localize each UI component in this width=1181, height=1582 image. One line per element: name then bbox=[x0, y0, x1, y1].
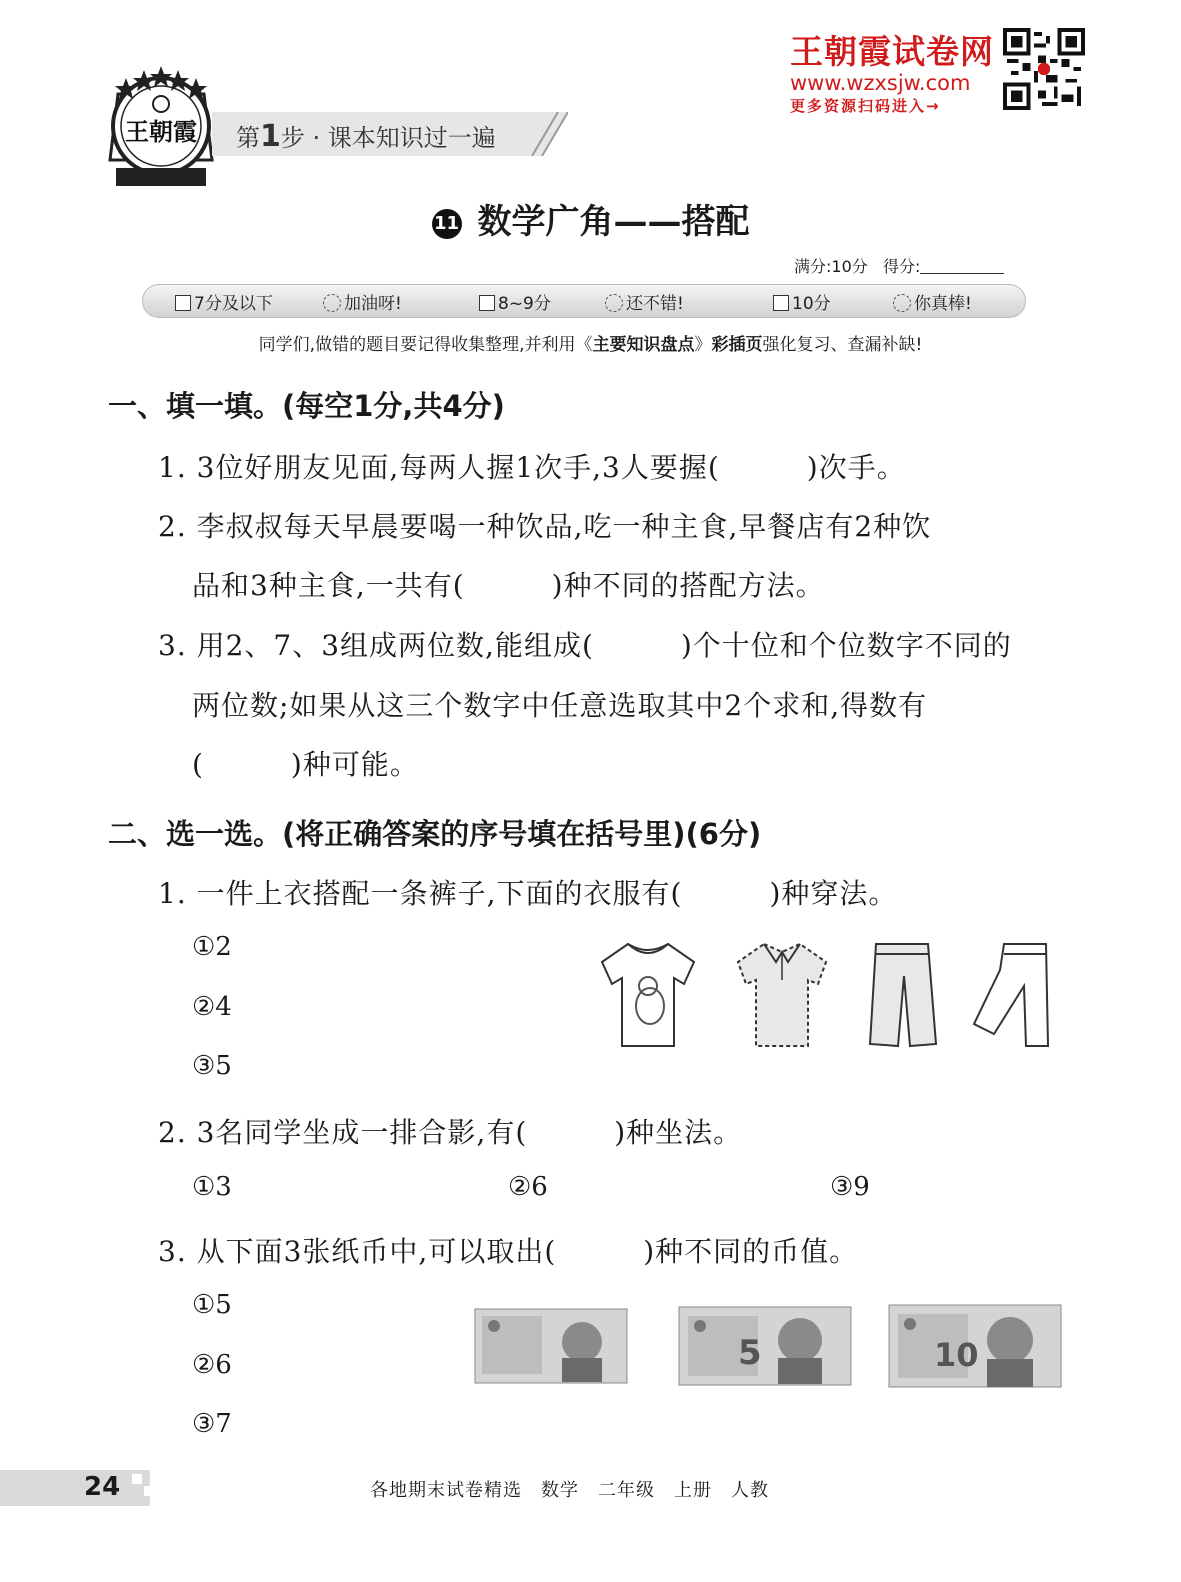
rating-comment: 你真棒! bbox=[893, 289, 972, 314]
title-text: 数学广角——搭配 bbox=[477, 202, 750, 242]
s1-question-1: 1. 3位好朋友见面,每两人握1次手,3人要握( )次手。 bbox=[158, 451, 906, 484]
study-tip: 同学们,做错的题目要记得收集整理,并利用《主要知识盘点》彩插页强化复习、查漏补缺! bbox=[258, 335, 923, 355]
s1-question-2-line1: 2. 李叔叔每天早晨要喝一种饮品,吃一种主食,早餐店有2种饮 bbox=[158, 510, 932, 543]
footer-text: 各地期末试卷精选 数学 二年级 上册 人教 bbox=[370, 1480, 769, 1501]
checkbox[interactable] bbox=[175, 295, 191, 311]
s2-q3-option-2[interactable]: ②6 bbox=[192, 1350, 232, 1380]
page-number: 24 bbox=[84, 1472, 121, 1502]
s1-question-3-line2: 两位数;如果从这三个数字中任意选取其中2个求和,得数有 bbox=[192, 689, 928, 722]
brand-name: 王朝霞试卷网 bbox=[790, 32, 994, 71]
rating-item: 7分及以下 bbox=[175, 289, 273, 314]
rating-item: 10分 bbox=[773, 289, 831, 314]
s2-q3-option-3[interactable]: ③7 bbox=[192, 1409, 232, 1439]
s2-q1-option-3[interactable]: ③5 bbox=[192, 1051, 232, 1081]
brand-scan-text: 更多资源扫码进入→ bbox=[790, 97, 941, 115]
brand-block bbox=[790, 26, 994, 116]
jeans-image bbox=[968, 940, 1052, 1052]
publisher-logo bbox=[104, 64, 218, 192]
banknote-10-yuan-image bbox=[888, 1304, 1062, 1388]
score-line bbox=[794, 254, 1004, 277]
s2-q1-option-1[interactable]: ①2 bbox=[192, 932, 232, 962]
s2-question-3: 3. 从下面3张纸币中,可以取出( )种不同的币值。 bbox=[158, 1235, 859, 1268]
s2-question-2: 2. 3名同学坐成一排合影,有( )种坐法。 bbox=[158, 1116, 743, 1149]
checkbox[interactable] bbox=[479, 295, 495, 311]
s2-question-1: 1. 一件上衣搭配一条裤子,下面的衣服有( )种穿法。 bbox=[158, 877, 898, 910]
s2-q2-option-1[interactable]: ①3 bbox=[192, 1172, 232, 1202]
got-score-label: 得分: bbox=[883, 257, 921, 276]
s2-q3-option-1[interactable]: ①5 bbox=[192, 1290, 232, 1320]
banknote-1-yuan-image bbox=[474, 1308, 628, 1384]
smiley-icon bbox=[323, 294, 341, 312]
section1-heading: 一、填一填。(每空1分,共4分) bbox=[108, 389, 505, 423]
rating-comment: 加油呀! bbox=[323, 289, 402, 314]
s2-q2-option-3[interactable]: ③9 bbox=[830, 1172, 870, 1202]
svg-text:5: 5 bbox=[738, 1333, 762, 1373]
s2-q2-option-2[interactable]: ②6 bbox=[508, 1172, 548, 1202]
s2-q1-option-2[interactable]: ②4 bbox=[192, 992, 232, 1022]
s1-question-2-line2: 品和3种主食,一共有( )种不同的搭配方法。 bbox=[192, 569, 825, 602]
smiley-icon bbox=[605, 294, 623, 312]
tshirt-cat-image bbox=[598, 940, 698, 1052]
qr-code-icon bbox=[1003, 28, 1085, 110]
brand-url: www.wzxsjw.com bbox=[790, 71, 971, 95]
step-label: 第1步 · 课本知识过一遍 bbox=[236, 119, 496, 154]
full-score: 满分:10分 bbox=[794, 257, 868, 276]
checkbox[interactable] bbox=[773, 295, 789, 311]
rating-item: 8~9分 bbox=[479, 289, 551, 314]
lesson-number-badge: 11 bbox=[432, 209, 462, 239]
footer-bar bbox=[0, 1470, 150, 1506]
logo-text: 王朝霞 bbox=[125, 118, 197, 146]
banknote-5-yuan-image bbox=[678, 1306, 852, 1386]
polo-shirt-image bbox=[736, 940, 828, 1052]
s1-question-3-line1: 3. 用2、7、3组成两位数,能组成( )个十位和个位数字不同的 bbox=[158, 629, 1012, 662]
page-title bbox=[0, 194, 1181, 243]
rating-comment: 还不错! bbox=[605, 289, 684, 314]
section2-heading: 二、选一选。(将正确答案的序号填在括号里)(6分) bbox=[108, 817, 762, 851]
score-blank[interactable] bbox=[920, 259, 1004, 274]
s1-question-3-line3: ( )种可能。 bbox=[192, 748, 419, 781]
rating-bar bbox=[142, 284, 1026, 318]
pants-image bbox=[864, 940, 940, 1052]
svg-text:10: 10 bbox=[934, 1336, 979, 1374]
smiley-icon bbox=[893, 294, 911, 312]
